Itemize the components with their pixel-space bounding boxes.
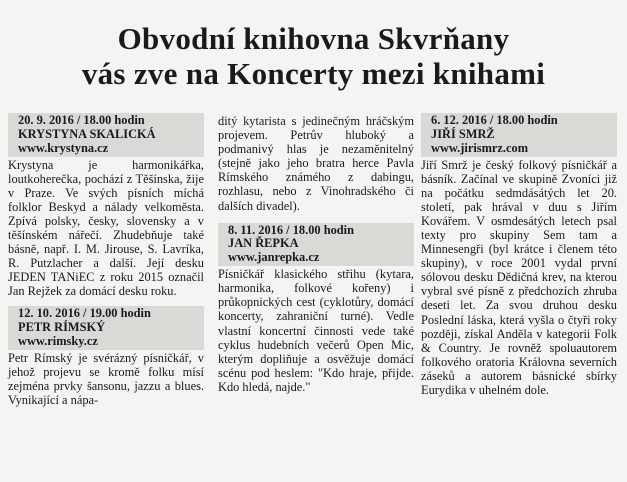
column-1 xyxy=(8,113,204,407)
performer-url[interactable]: www.janrepka.cz xyxy=(228,250,320,265)
event-description-continued: ditý kytarista s jedinečným hráčským projevem. Petrův hluboký a podmanivý hlas je nezaměnitelný (stejně jako jeho bratra herce Pavla Rímského známého z dabingu, rozhlasu, nebo z Vinohradského či dalších divadel). xyxy=(218,114,414,213)
event-date: 6. 12. 2016 / 18.00 hodin xyxy=(431,113,558,127)
performer-name: JIŘÍ SMRŽ xyxy=(431,126,495,141)
event-header-smrz xyxy=(421,113,617,157)
headline-line-2: vás zve na Koncerty mezi knihami xyxy=(81,56,546,91)
performer-name: KRYSTYNA SKALICKÁ xyxy=(18,126,156,141)
event-description: Petr Rímský je svérázný písničkář, v jehož projevu se kromě folku mísí zejména prvky šansonu, jazzu a blues. Vynikající a nápa- xyxy=(8,350,204,408)
event-description: Krystyna je harmonikářka, loutkoherečka, pochází z Těšínska, žije v Praze. Ve svých písních míchá folklor Beskyd a nálady velkoměsta. Zpívá polsky, česky, slovensky a v těšínském nářečí. Zhudebňuje také básně, např. I. M. Jirouse, S. Lavríka, R. Putzlacher a další. Její desku JEDEN TANiEC z roku 2015 označil Jan Rejžek za domácí desku roku. xyxy=(8,157,204,299)
column-3 xyxy=(421,113,617,397)
event-description: Jiří Smrž je český folkový písničkář a básník. Začínal ve skupině Zvoníci již na počátku sedmdásátých let 20. století, pak hrával v duu s Jiřím Kovářem. V osmdesátých letech psal texty pro skupiny Sem tam a Minnesengři (byl krátce i členem této skupiny), v roce 2001 vydal první sólovou desku Dědičná krev, na kterou vybral své písně z předchozích zhruba deseti let. Za svou druhou desku Poslední láska, která vyšla o čtyři roky později, získal Anděla v kategorii Folk & Country. Je rovněž spoluautorem folkového oratoria Královna severních záseků a autorem básnické sbírky Eurydika v uhelném dole. xyxy=(421,157,617,397)
column-2 xyxy=(218,113,414,394)
performer-url[interactable]: www.krystyna.cz xyxy=(18,140,109,155)
headline-line-1: Obvodní knihovna Skvrňany xyxy=(117,21,510,56)
event-header-krystyna xyxy=(8,113,204,157)
performer-url[interactable]: www.rimsky.cz xyxy=(18,333,98,348)
event-date: 8. 11. 2016 / 18.00 hodin xyxy=(228,222,354,237)
event-description: Písničkář klasického střihu (kytara, harmonika, folkové kořeny) i průkopnických cest (cyklotůry, domácí koncerty, zahraniční turné). Vedle vlastní koncertní činnosti vede také cyklus hudebních večerů Open Mic, kterým dopliňuje a osvěžuje domácí scénu pod heslem: "Kdo hraje, přijde. Kdo hledá, najde." xyxy=(218,267,414,394)
event-date: 12. 10. 2016 / 19.00 hodin xyxy=(18,306,151,321)
event-header-repka xyxy=(218,223,414,267)
performer-name: PETR RÍMSKÝ xyxy=(18,319,106,334)
performer-url[interactable]: www.jirismrz.com xyxy=(431,140,529,155)
event-header-rimsky xyxy=(8,306,204,350)
event-date: 20. 9. 2016 / 18.00 hodin xyxy=(18,113,145,127)
performer-name: JAN ŘEPKA xyxy=(228,236,299,251)
